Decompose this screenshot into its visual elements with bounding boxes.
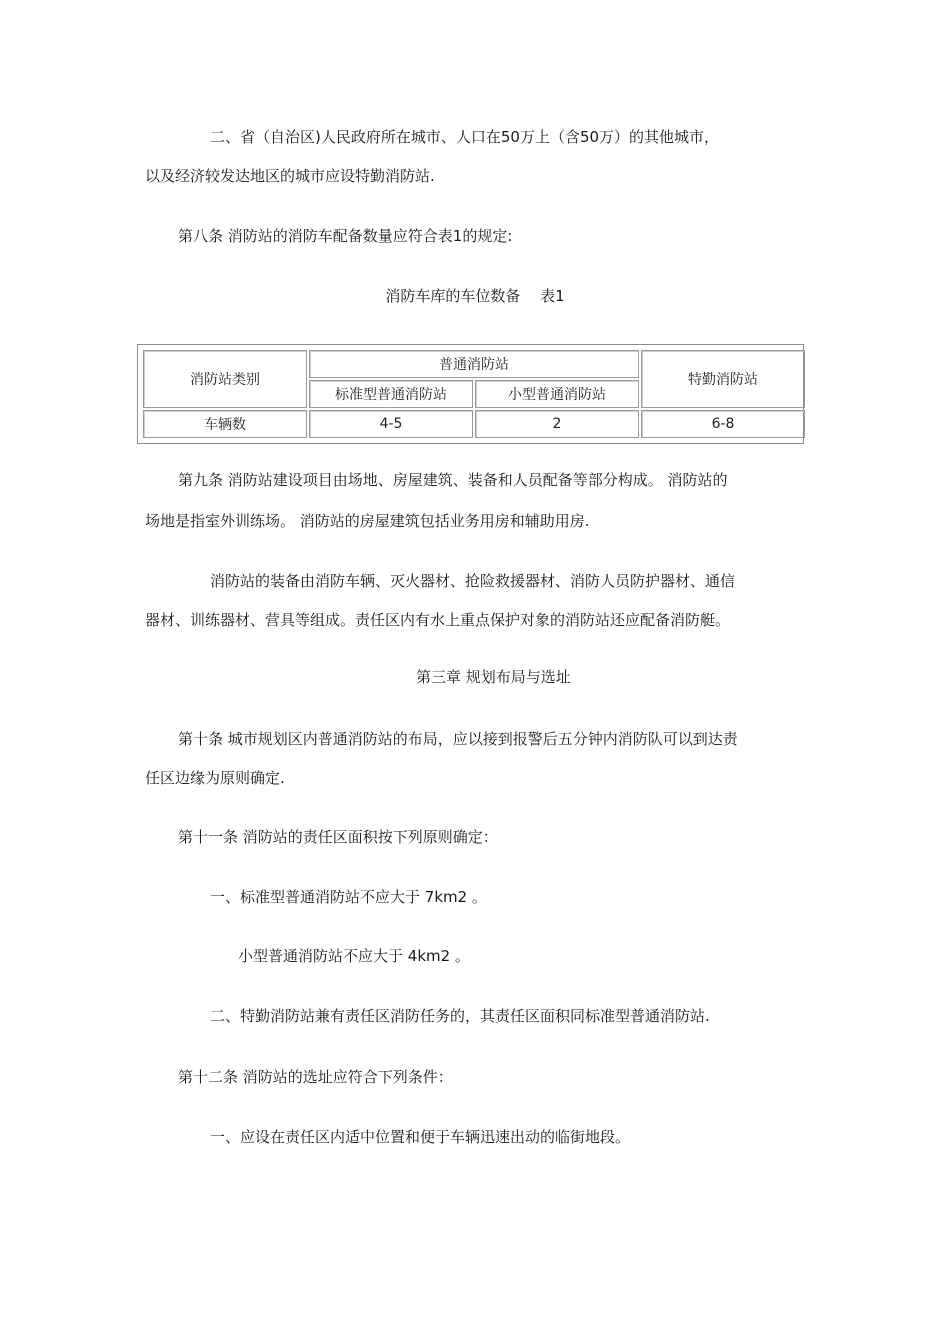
- paragraph-special-area: 二、特勤消防站兼有责任区消防任务的，其责任区面积同标准型普通消防站.: [210, 1007, 710, 1025]
- table-caption: 消防车库的车位数备 表1: [385, 287, 565, 305]
- paragraph-1-line-1: 二、省（自治区)人民政府所在城市、人口在50万上（含50万）的其他城市，: [210, 128, 720, 146]
- paragraph-equipment-line-2: 器材、训练器材、营具等组成。责任区内有水上重点保护对象的消防站还应配备消防艇。: [145, 611, 731, 629]
- paragraph-standard-area: 一、标准型普通消防站不应大于 7km2 。: [210, 888, 487, 906]
- paragraph-article-8: 第八条 消防站的消防车配备数量应符合表1的规定:: [178, 227, 513, 245]
- table-row-label: 车辆数: [143, 410, 307, 438]
- table-value-standard: 4-5: [309, 410, 473, 438]
- paragraph-article-10-line-1: 第十条 城市规划区内普通消防站的布局，应以接到报警后五分钟内消防队可以到达责: [178, 730, 738, 748]
- chapter-title: 第三章 规划布局与选址: [416, 668, 571, 686]
- table-header-small: 小型普通消防站: [475, 380, 639, 408]
- paragraph-article-11: 第十一条 消防站的责任区面积按下列原则确定：: [178, 828, 498, 846]
- table-value-small: 2: [475, 410, 639, 438]
- paragraph-site-condition-1: 一、应设在责任区内适中位置和便于车辆迅速出动的临街地段。: [210, 1128, 631, 1146]
- vehicle-table: [137, 344, 804, 444]
- table-header-standard: 标准型普通消防站: [309, 380, 473, 408]
- paragraph-equipment-line-1: 消防站的装备由消防车辆、灭火器材、抢险救援器材、消防人员防护器材、通信: [210, 572, 736, 590]
- table-header-special: 特勤消防站: [641, 350, 805, 408]
- paragraph-article-10-line-2: 任区边缘为原则确定.: [145, 769, 285, 787]
- table-value-special: 6-8: [641, 410, 805, 438]
- paragraph-article-9-line-2: 场地是指室外训练场。 消防站的房屋建筑包括业务用房和辅助用房.: [145, 512, 590, 530]
- table-header-ordinary: 普通消防站: [309, 350, 639, 378]
- table-header-category: 消防站类别: [143, 350, 307, 408]
- paragraph-1-line-2: 以及经济较发达地区的城市应设特勤消防站.: [145, 167, 435, 185]
- paragraph-article-9-line-1: 第九条 消防站建设项目由场地、房屋建筑、装备和人员配备等部分构成。 消防站的: [178, 471, 728, 489]
- paragraph-article-12: 第十二条 消防站的选址应符合下列条件：: [178, 1068, 453, 1086]
- paragraph-small-area: 小型普通消防站不应大于 4km2 。: [238, 947, 470, 965]
